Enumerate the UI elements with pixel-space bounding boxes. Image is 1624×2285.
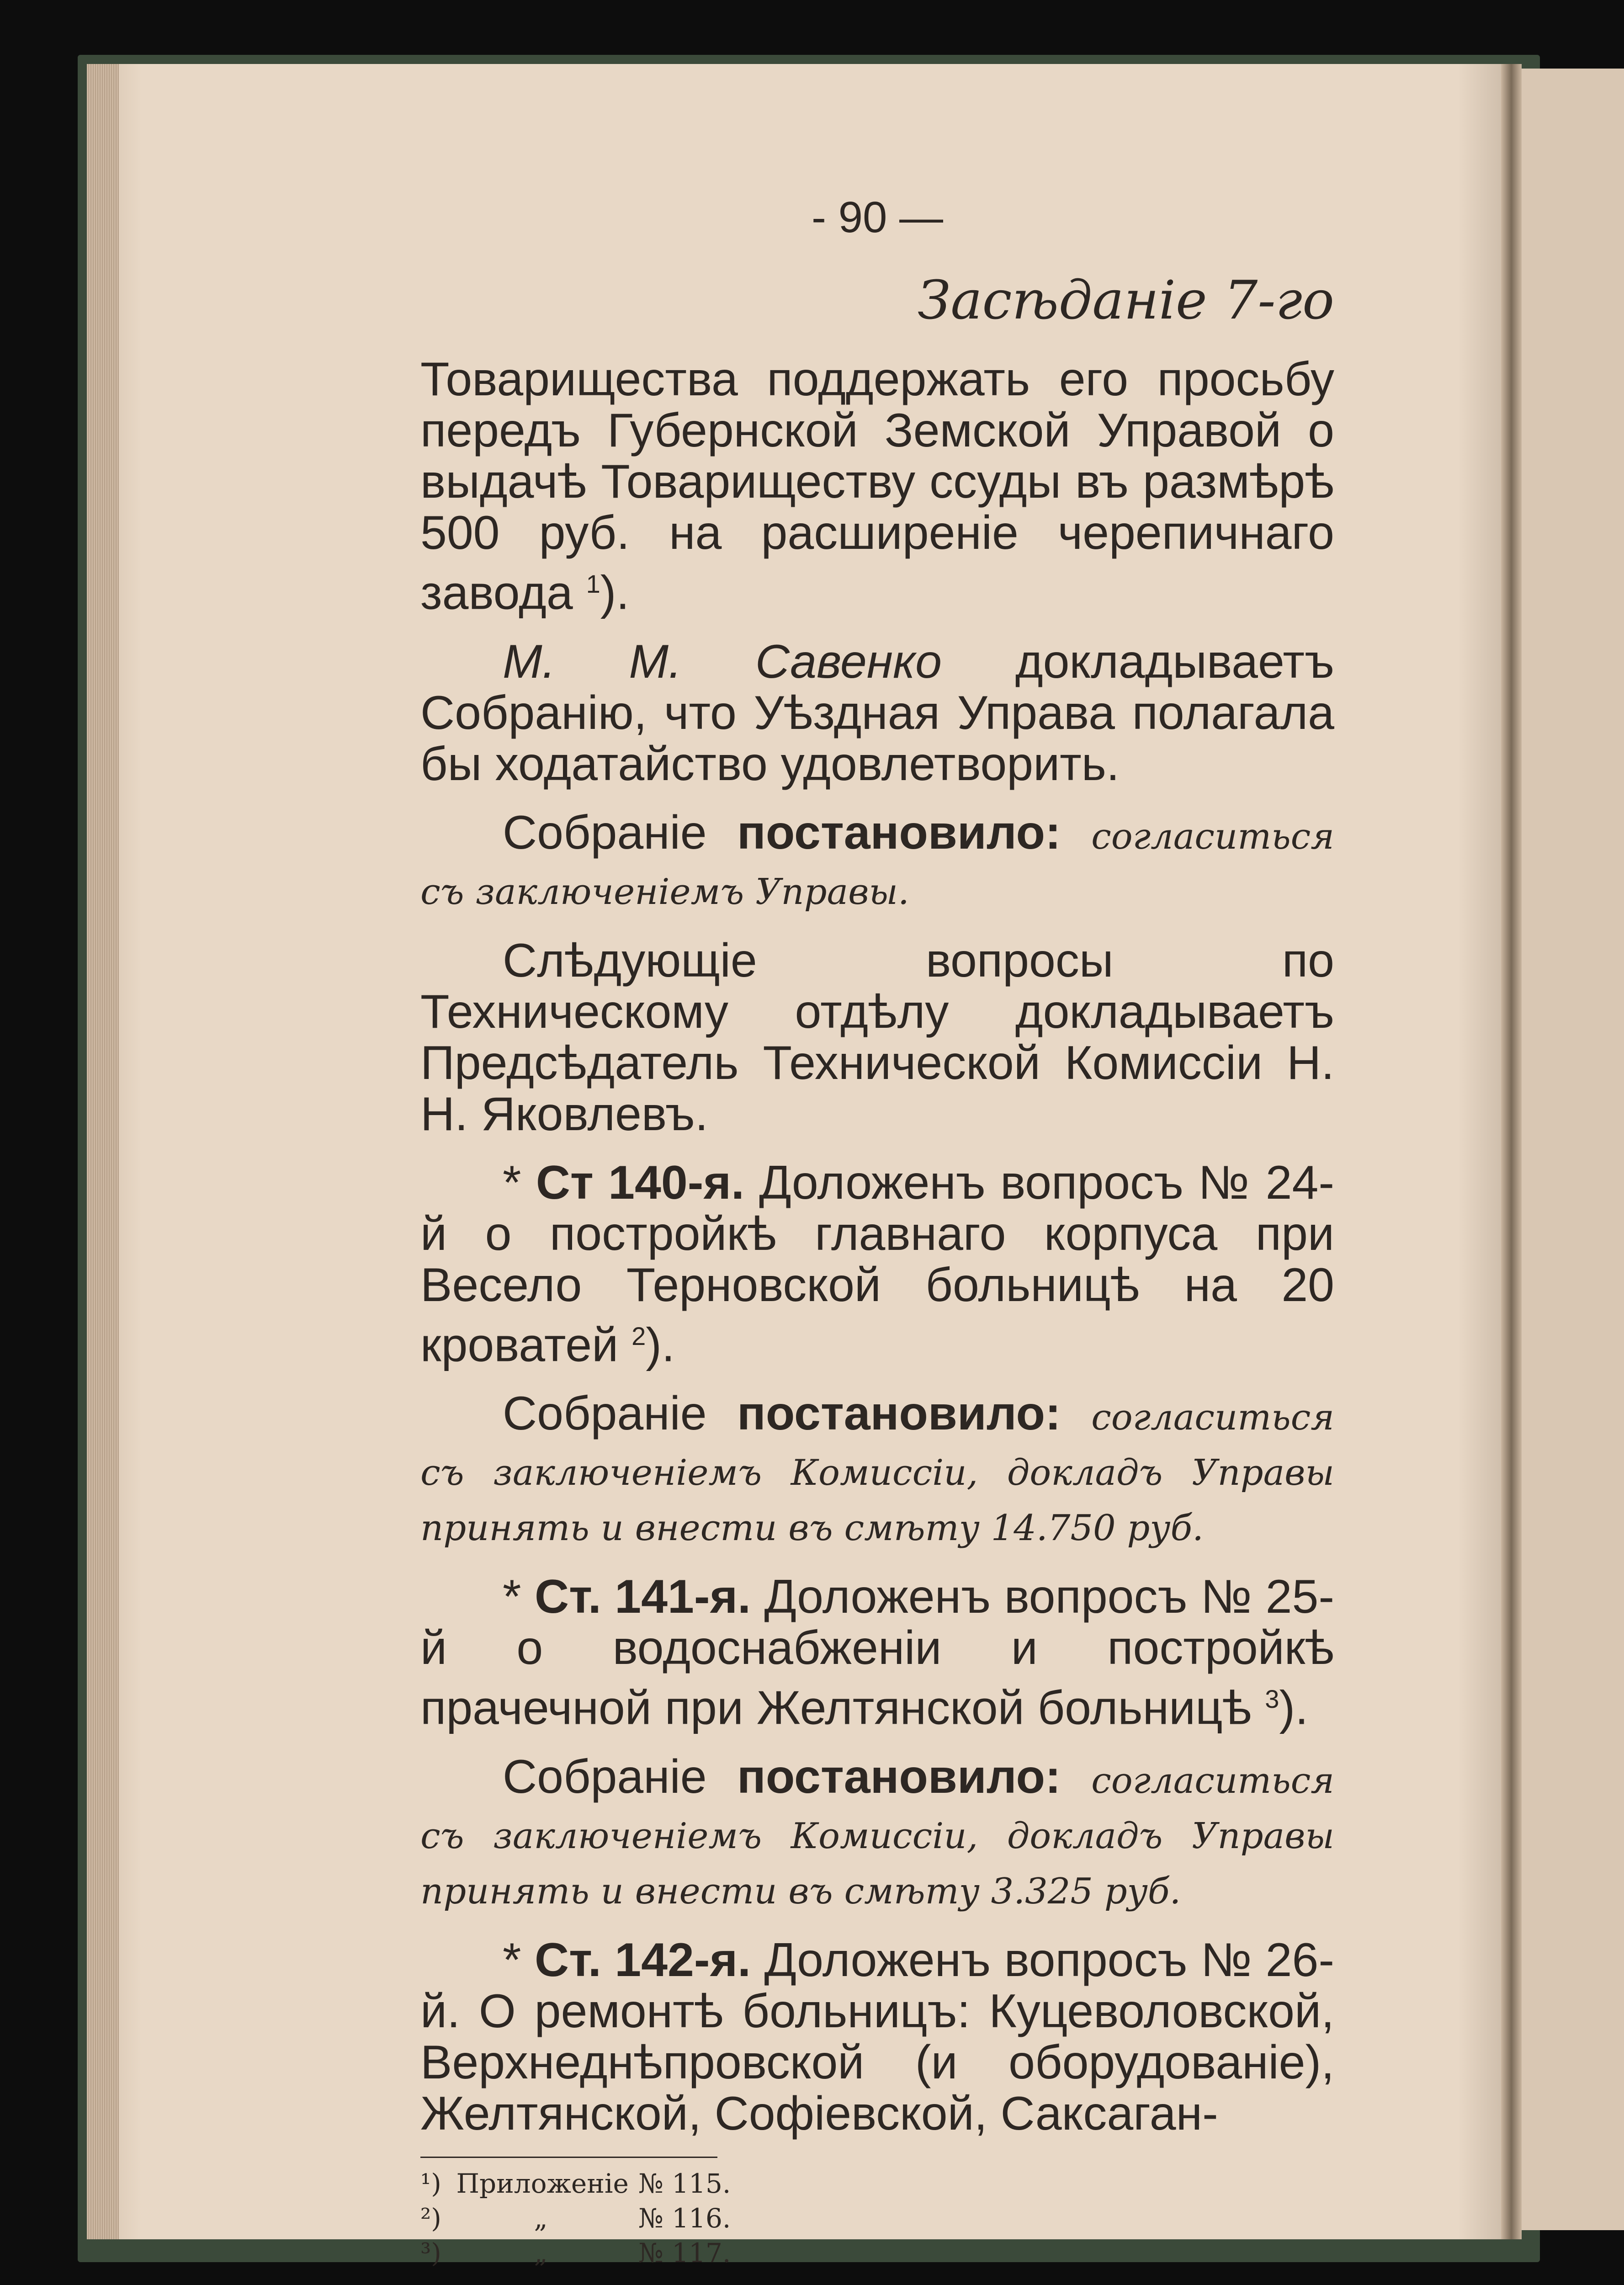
footnote bbox=[420, 2201, 1334, 2236]
footnote-number: ²) bbox=[420, 2202, 441, 2234]
footnote-ref: 3 bbox=[1265, 1685, 1279, 1714]
article bbox=[420, 1934, 1334, 2139]
resolution bbox=[420, 1388, 1334, 1554]
footnote-ref-number: № 116. bbox=[638, 2202, 731, 2234]
page-number: - 90 — bbox=[811, 193, 944, 242]
footnote-ref: 1 bbox=[586, 569, 600, 598]
footnote bbox=[420, 2236, 1334, 2270]
asterisk-mark: * bbox=[503, 1156, 521, 1209]
footnote-ref: 2 bbox=[632, 1321, 646, 1350]
footnote-number: ³) bbox=[420, 2237, 441, 2269]
speaker-name: М. М. Савенко bbox=[503, 635, 942, 688]
paragraph bbox=[420, 354, 1334, 619]
resolution-text: согласиться съ заключеніемъ Управы. bbox=[420, 816, 1334, 913]
asterisk-mark: * bbox=[503, 1933, 521, 1987]
paragraph-text: ). bbox=[600, 566, 630, 620]
paragraph bbox=[420, 935, 1334, 1140]
resolution-text: согласиться съ заключеніемъ Комиссіи, докладъ Управы принять и внести въ смѣту 3.325 руб. bbox=[420, 1760, 1334, 1912]
running-header: Засѣданіе 7-го bbox=[918, 270, 1334, 331]
resolution-lead: Собраніе bbox=[503, 1387, 707, 1440]
paragraph-text: Доложенъ вопросъ № 24-й о постройкѣ главнаго корпуса при Весело Терновской больницѣ на 20 кроватей bbox=[420, 1156, 1334, 1372]
paragraph-text: Доложенъ вопросъ № 25-й о водоснабженіи и постройкѣ прачечной при Желтянской больницѣ bbox=[420, 1570, 1334, 1735]
resolution-keyword: постановило: bbox=[737, 1387, 1061, 1440]
article-number: Ст. 142-я. bbox=[535, 1933, 751, 1987]
footnote-ref-number: № 115. bbox=[638, 2168, 731, 2199]
paragraph-text: ). bbox=[646, 1318, 675, 1372]
resolution-lead: Собраніе bbox=[503, 1750, 707, 1803]
paragraph-text: докладываетъ Собранію, что Уѣздная Управа полагала бы ходатайство удовлетворить. bbox=[420, 635, 1334, 791]
resolution-lead: Собраніе bbox=[503, 806, 707, 859]
resolution bbox=[420, 1751, 1334, 1917]
book-gutter bbox=[1501, 64, 1522, 2239]
article-number: Ст. 141-я. bbox=[535, 1570, 751, 1624]
article bbox=[420, 1571, 1334, 1734]
resolution-keyword: постановило: bbox=[737, 806, 1061, 859]
footnote-number: ¹) bbox=[420, 2168, 441, 2199]
footnote-ref-number: № 117. bbox=[638, 2237, 731, 2269]
footnote-divider bbox=[420, 2157, 717, 2158]
paragraph-text: Товарищества поддержать его просьбу передъ Губернской Земской Управой о выдачѣ Товариществу ссуды въ размѣрѣ 500 руб. на расширеніе черепичнаго завода bbox=[420, 353, 1334, 620]
footnote bbox=[420, 2166, 1334, 2201]
resolution-text: согласиться съ заключеніемъ Комиссіи, докладъ Управы принять и внести въ смѣту 14.750 руб. bbox=[420, 1397, 1334, 1549]
article bbox=[420, 1157, 1334, 1371]
paragraph-text: Доложенъ вопросъ № 26-й. О ремонтѣ больницъ: Куцеволовской, Верхнеднѣпровской (и оборудованіе), Желтянской, Софіевской, Саксаган- bbox=[420, 1933, 1334, 2140]
paragraph bbox=[420, 636, 1334, 790]
footnote-label: „ bbox=[534, 2237, 548, 2269]
asterisk-mark: * bbox=[503, 1570, 521, 1624]
paragraph-text: ). bbox=[1279, 1681, 1308, 1735]
article-number: Ст 140-я. bbox=[536, 1156, 744, 1209]
page-content bbox=[420, 192, 1334, 2270]
footnote-label: „ bbox=[534, 2202, 548, 2234]
resolution bbox=[420, 807, 1334, 918]
footnote-label: Приложеніе bbox=[456, 2168, 629, 2199]
page-edges bbox=[87, 64, 119, 2239]
next-page-edge bbox=[1508, 69, 1624, 2230]
paragraph-text: Слѣдующіе вопросы по Техническому отдѣлу докладываетъ Предсѣдатель Технической Комиссіи Н. Н. Яковлевъ. bbox=[420, 934, 1334, 1141]
resolution-keyword: постановило: bbox=[737, 1750, 1061, 1803]
